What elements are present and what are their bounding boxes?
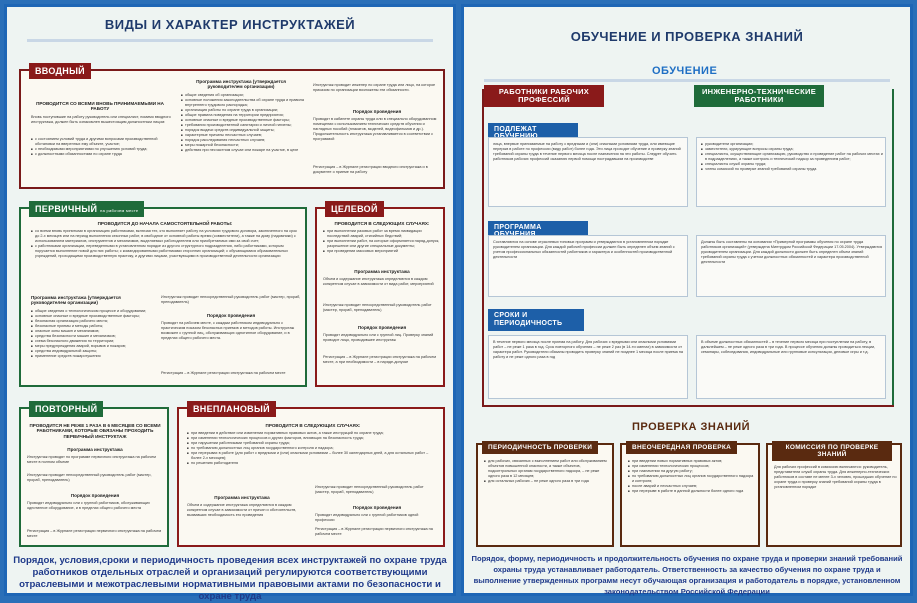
order-text: Проводят на рабочем месте, с каждым работником индивидуально с практическим показом безопасных приемов и методов работы. Инструктаж возможен с группой лиц, обслуживающих однотипное оборудование, и в пределах общего рабочего места.	[161, 321, 295, 340]
row2-right-text: Должны быть составлены на основании «Примерной программы обучения по охране труда работников организаций» (утверждена Минтрудом Российской Федерации 17.05.2004). Утверждаются руководителем организации. Для каждой должности должен быть определен объем знаний требований охраны труда с учетом должностных обязанностей и характера производственной деятельности	[701, 240, 883, 264]
footer-text: Порядок, форму, периодичность и продолжительность обучения по охране труда и проверки знаний требований охраны труда устанавливает работодатель. Ответственность за качество обучения по охране труда и выполнение утвержденных программ несут обучающая организация и работодатель в порядке, установленном законодательством Российской Федерации	[471, 554, 903, 596]
list-item: ■ с необходимыми мероприятиями по улучшению условий труда;	[31, 147, 176, 152]
list-item: ■ применение средств пожаротушения	[31, 354, 151, 359]
list-item: ■ требования производственной санитарии и личной гигиены;	[181, 123, 306, 128]
section-bullets	[323, 229, 441, 265]
list-item: ■ меры пожарной безопасности;	[181, 143, 306, 148]
row2-left-text: Составляются на основе отраслевых типовых программ и утверждаются в установленном порядке руководителем организации. Для каждой рабочей профессии должен быть определен объем знаний с учетом профессиональных обязанностей работников и характера и особенностей производственной деятельности	[493, 240, 675, 259]
register-text: Регистрация – в Журнале регистрации инструктажа на рабочем месте	[161, 371, 286, 375]
row1-right-list	[701, 142, 883, 204]
list-item: ■ при введении в действие или изменении нормативных правовых актов, а также инструкций по охране труда;	[187, 431, 439, 436]
program-title: Программа инструктажа	[67, 447, 123, 452]
section-tselevoy	[315, 204, 445, 387]
commission-block	[766, 443, 902, 547]
block-list	[484, 459, 610, 545]
section-heading: ПРОВОДИТСЯ В СЛЕДУЮЩИХ СЛУЧАЯХ:	[334, 221, 430, 226]
section-label: ПОВТОРНЫЙ	[29, 401, 103, 417]
program-title: Программа инструктажа (утверждается руководителем организации)	[196, 79, 286, 90]
divider	[27, 39, 433, 42]
section-label: ПЕРВИЧНЫЙ на рабочем месте	[29, 201, 144, 217]
section-pervichny	[19, 204, 307, 387]
list-item: ■ заместители, курирующие вопросы охраны труда;	[701, 147, 883, 152]
list-item: ■ для рабочих, связанных с выполнением работ или обслуживанием объектов повышенной опасности, а также объектов, подконтрольных органам государственного надзора, – не реже одного раза в 12 месяцев;	[484, 459, 610, 479]
list-item: ■ порядок расследования несчастных случаев;	[181, 138, 306, 143]
periodicity-block	[476, 443, 614, 547]
section-body: Вновь поступившие на работу руководитель или специалист, помимо вводного инструктажа, должен быть ознакомлен вышестоящим должностным лицом:	[31, 115, 171, 124]
block-label: ВНЕОЧЕРЕДНАЯ ПРОВЕРКА	[626, 441, 737, 454]
list-item: ■ общие сведения о технологическом процессе и оборудовании;	[31, 309, 151, 314]
list-item: ■ основные опасные и вредные производственные факторы;	[181, 118, 306, 123]
list-item: ■ специалисты служб охраны труда;	[701, 162, 883, 167]
extra-check-block	[620, 443, 760, 547]
list-item: ■ при нарушении работниками требований охраны труда;	[187, 441, 439, 446]
section-bullets	[187, 431, 439, 479]
program-bullets	[181, 93, 306, 187]
list-item: ■ при изменении технологических процессов и других факторов, влияющих на безопасность труда;	[187, 436, 439, 441]
list-item: ■ после аварий и несчастных случаев;	[628, 484, 756, 489]
list-item: ■ при выполнении работ, на которые оформляется наряд-допуск, разрешение или другие специальные документы;	[323, 239, 441, 249]
order-title: Порядок проведения	[70, 493, 120, 498]
list-item: ■ для остальных рабочих – не реже одного раза в три года	[484, 479, 610, 484]
who-conducts: Инструктаж проводит инженер по охране труда или лицо, на которое приказом по организации возложены эти обязанности.	[313, 83, 436, 92]
program-title: Программа инструктажа	[214, 495, 270, 500]
section-heading: ПРОВОДИТСЯ В СЛЕДУЮЩИХ СЛУЧАЯХ:	[265, 423, 361, 428]
frame-line	[892, 89, 894, 407]
section-proverka: ПРОВЕРКА ЗНАНИЙ	[632, 421, 751, 433]
order-title: Порядок проведения	[352, 505, 402, 510]
program-text: Объем и содержание инструктажа определяются в каждом конкретном случае в зависимости от причин и обстоятельств, вызвавших необходимость его проведения	[187, 503, 297, 517]
poster-instructions	[4, 4, 456, 602]
list-item: ■ при перерывах в работе (для работ с вредными и (или) опасными условиями – более 30 календарных дней, а для остальных работ – более 2-х месяцев);	[187, 451, 439, 461]
section-povtorny	[19, 404, 169, 547]
register-text: Регистрация – в Журнале регистрации первичного инструктажа на рабочем месте	[315, 527, 433, 536]
row-label: ПРОГРАММА	[488, 221, 588, 241]
list-item: ■ при изменении технологических процессов;	[628, 464, 756, 469]
poster-title: ОБУЧЕНИЕ И ПРОВЕРКА ЗНАНИЙ	[570, 29, 804, 44]
row3-left-text: В течение первого месяца после приема на работу. Для рабочих с вредными или опасными условиями работ – не реже 1 раза в год. Срок повторного обучения – не реже 2 раз (в 14-ти сменах) в зависимости от характера работ. Руководители обязаны проводить проверку знаний не позднее 1 месяца после приема на работу и не реже одного раза в год	[493, 340, 684, 359]
row3-right-text: В объеме должностных обязанностей – в течение первого месяца при поступлении на работу, в дальнейшем – не реже одного раза в три года. В процессе обучения должны проводиться лекции, семинары, собеседования, индивидуальные или групповые консультации, деловые игры и т.д.	[701, 340, 876, 354]
column-header-itr: ИНЖЕНЕРНО-ТЕХНИЧЕСКИЕ РАБОТНИКИ	[694, 85, 824, 107]
row-label: ПОДЛЕЖАТ	[488, 123, 578, 143]
list-item: ■ характерные причины несчастных случаев;	[181, 133, 306, 138]
section-label: ЦЕЛЕВОЙ	[325, 201, 384, 217]
row1-right-box	[696, 137, 886, 207]
list-item: ■ основные опасные и вредные производственные факторы;	[31, 314, 151, 319]
section-label: ВВОДНЫЙ	[29, 63, 91, 79]
order-title: Порядок проведения	[352, 109, 402, 114]
register-text: Регистрация – в Журнале регистрации вводного инструктажа и в документе о приеме на работу	[313, 165, 428, 174]
list-item: ■ по требованию должностных лиц органов государственного контроля и надзора;	[187, 446, 439, 451]
who-conducts: Инструктаж проводит непосредственный руководитель работ (мастер, прораб, преподаватель)	[27, 473, 152, 482]
order-text: Проводят индивидуально или с группой работников одной профессии	[315, 513, 419, 522]
frame-line	[482, 89, 484, 407]
list-item: ■ со всеми вновь принятыми в организацию работниками, включая тех, кто выполняет работу на условиях трудового договора, заключенного на срок до 2-х месяцев или на период выполнения сезонных работ, в свободное от основной работы время (совместители), а также на дому (надомники) с использованием материалов, инструментов и механизмов, выделяемых работодателем или приобретаемых ими за свой счет;	[31, 229, 299, 244]
section-heading: ПРОВОДИТСЯ СО ВСЕМИ ВНОВЬ ПРИНИМАЕМЫМИ НА РАБОТУ	[36, 101, 164, 112]
row1-left-box	[488, 137, 688, 207]
block-list	[628, 459, 756, 545]
register-text: Регистрация – в Журнале регистрации инструктажа на рабочем месте, а при необходимости – в наряде-допуске	[323, 355, 437, 364]
list-item: ■ опасные зоны машин и механизмов;	[31, 329, 151, 334]
column-header-workers: РАБОТНИКИ РАБОЧИХ ПРОФЕССИЙ	[484, 85, 604, 107]
list-item: ■ при проведении массовых мероприятий	[323, 249, 441, 254]
order-text: Проводят индивидуально или с группой работников, обслуживающих однотипное оборудование, и в пределах общего рабочего места	[27, 501, 150, 510]
list-item: ■ при назначении на другую работу;	[628, 469, 756, 474]
program-title: Программа инструктажа (утверждается руководителем организации)	[31, 295, 121, 306]
order-text: Проводят индивидуально или с группой лиц. Проверку знаний проводит лицо, проводившее инструктаж	[323, 333, 434, 342]
order-title: Порядок проведения	[357, 325, 407, 330]
row3-right-box	[696, 335, 886, 399]
section-vneplanovy	[177, 404, 445, 547]
section-heading: ПРОВОДИТСЯ ДО НАЧАЛА САМОСТОЯТЕЛЬНОЙ РАБОТЫ:	[97, 221, 233, 226]
program-text: Объем и содержание инструктажа определяются в каждом конкретном случае в зависимости от вида работ, мероприятий	[323, 277, 434, 286]
order-text: Проводят в кабинете охраны труда или в специально оборудованном помещении с использованием технических средств обучения и наглядных пособий (плакатов, моделей, видеофильмов и др.). Продолжительность инструктажа устанавливается в соответствии с программой	[313, 117, 437, 141]
who-conducts: Инструктаж проводит непосредственный руководитель работ (мастер, прораб, преподаватель)	[323, 303, 432, 312]
frame-line	[482, 405, 894, 407]
divider	[484, 79, 890, 82]
list-item: ■ основные положения законодательства об охране труда и правила внутреннего трудового распорядка;	[181, 98, 306, 108]
list-item: ■ порядок выдачи средств индивидуальной защиты;	[181, 128, 306, 133]
program-bullets	[31, 309, 151, 385]
list-item: ■ с должностными обязанностями по охране труда	[31, 152, 176, 157]
list-item: ■ безопасная организация рабочего места;	[31, 319, 151, 324]
list-item: ■ при введении новых нормативных правовых актов;	[628, 459, 756, 464]
list-item: ■ меры предупреждения аварий, взрывов и пожаров;	[31, 344, 151, 349]
block-label: ПЕРИОДИЧНОСТЬ ПРОВЕРКИ	[482, 441, 598, 454]
list-item: ■ средства индивидуальной защиты;	[31, 349, 151, 354]
who-conducts: Инструктаж проводит непосредственный руководитель работ (мастер, прораб, преподаватель)	[161, 295, 301, 304]
row1-left-text: лица, впервые принимаемые на работу с вредными и (или) опасными условиями труда, или имеющие перерыв в работе по профессии (виду работ) более года. Эти лица проходят обучение и проверку знаний требований охраны труда в течение первого месяца после назначения на эти работы. Следует обучить работников рабочих профессий оказанию первой помощи пострадавшим на производстве	[493, 142, 681, 161]
section-vvodny	[19, 66, 445, 189]
list-item: ■ члены комиссий по проверке знаний требований охраны труда	[701, 167, 883, 172]
section-label: ВНЕПЛАНОВЫЙ	[187, 401, 276, 417]
block-text: Для рабочих профессий в комиссию включаются: руководитель, представители служб охраны труда. Для инженерно-технических работников в составе не менее 3-х человек, прошедших обучение по охране труда и проверку знаний требований охраны труда в установленном порядке	[774, 465, 897, 489]
poster-title: ВИДЫ И ХАРАКТЕР ИНСТРУКТАЖЕЙ	[104, 17, 356, 32]
list-item: ■ средства безопасности машин и механизмов;	[31, 334, 151, 339]
list-item: ■ действия при несчастном случае или пожаре на участке, в цехе	[181, 148, 306, 153]
order-title: Порядок проведения	[206, 313, 256, 318]
program-title: Программа инструктажа	[354, 269, 410, 274]
list-item: ■ общие правила поведения на территории предприятия;	[181, 113, 306, 118]
section-obuchenie: ОБУЧЕНИЕ	[652, 65, 718, 77]
list-item: ■ с состоянием условий труда и другими вопросами производственной обстановки на вверенных ему объекте, участке;	[31, 137, 176, 147]
row3-left-box	[488, 335, 688, 399]
list-item: ■ по решению работодателя	[187, 461, 439, 466]
list-item: ■ схема безопасного движения по территории;	[31, 339, 151, 344]
list-item: ■ безопасные приемы и методы работы;	[31, 324, 151, 329]
section-bullets	[31, 229, 299, 291]
block-label: КОМИССИЯ ПО ПРОВЕРКЕ ЗНАНИЙ	[772, 441, 892, 461]
row2-right-box	[696, 235, 886, 297]
list-item: ■ руководители организации;	[701, 142, 883, 147]
section-bullets	[31, 137, 176, 187]
list-item: ■ общие сведения об организации;	[181, 93, 306, 98]
footer-text: Порядок, условия,сроки и периодичность проведения всех инструктажей по охране труда работников отдельных отраслей и организаций регулируются соответствующими отраслевыми и межотраслевыми нормативными правовыми актами по безопасности и охране труда	[13, 555, 447, 602]
poster-training	[461, 4, 913, 596]
program-text: Инструктаж проводят по программе первичного инструктажа на рабочем месте в полном объеме	[27, 455, 156, 464]
who-conducts: Инструктаж проводит непосредственный руководитель работ (мастер, прораб, преподаватель)	[315, 485, 424, 494]
row-label: СРОКИ И ПЕРИОДИЧНОСТЬ	[488, 309, 584, 331]
list-item: ■ специалисты, осуществляющие организацию, руководство и проведение работ на рабочих местах и в подразделениях, а также контроль и технический надзор за проведением работ;	[701, 152, 883, 162]
row2-left-box	[488, 235, 688, 297]
list-item: ■ с работниками организации, переведенными в установленном порядке из другого структурного подразделения, либо работниками, которым поручается выполнение новой для них работы; с командированными работниками сторонних организаций; с обучающимися образовательных учреждений, проходящими производственную практику, и другими лицами, участвующими в производственной деятельности организации	[31, 244, 299, 259]
register-text: Регистрация – в Журнале регистрации первичного инструктажа на рабочем месте	[27, 529, 162, 538]
list-item: ■ по требованию должностных лиц органов государственного надзора и контроля;	[628, 474, 756, 484]
section-heading: ПРОВОДИТСЯ НЕ РЕЖЕ 1 РАЗА В 6 МЕСЯЦЕВ СО ВСЕМИ РАБОТНИКАМИ, КОТОРЫЕ ОБЯЗАНЫ ПРОХОДИТЬ ПЕРВИЧНЫЙ ИНСТРУКТАЖ	[29, 423, 161, 439]
list-item: ■ организация работы по охране труда в организации;	[181, 108, 306, 113]
list-item: ■ при выполнении разовых работ за время ликвидации последствий аварий, стихийных бедствий;	[323, 229, 441, 239]
list-item: ■ при перерыве в работе в данной должности более одного года	[628, 489, 756, 494]
